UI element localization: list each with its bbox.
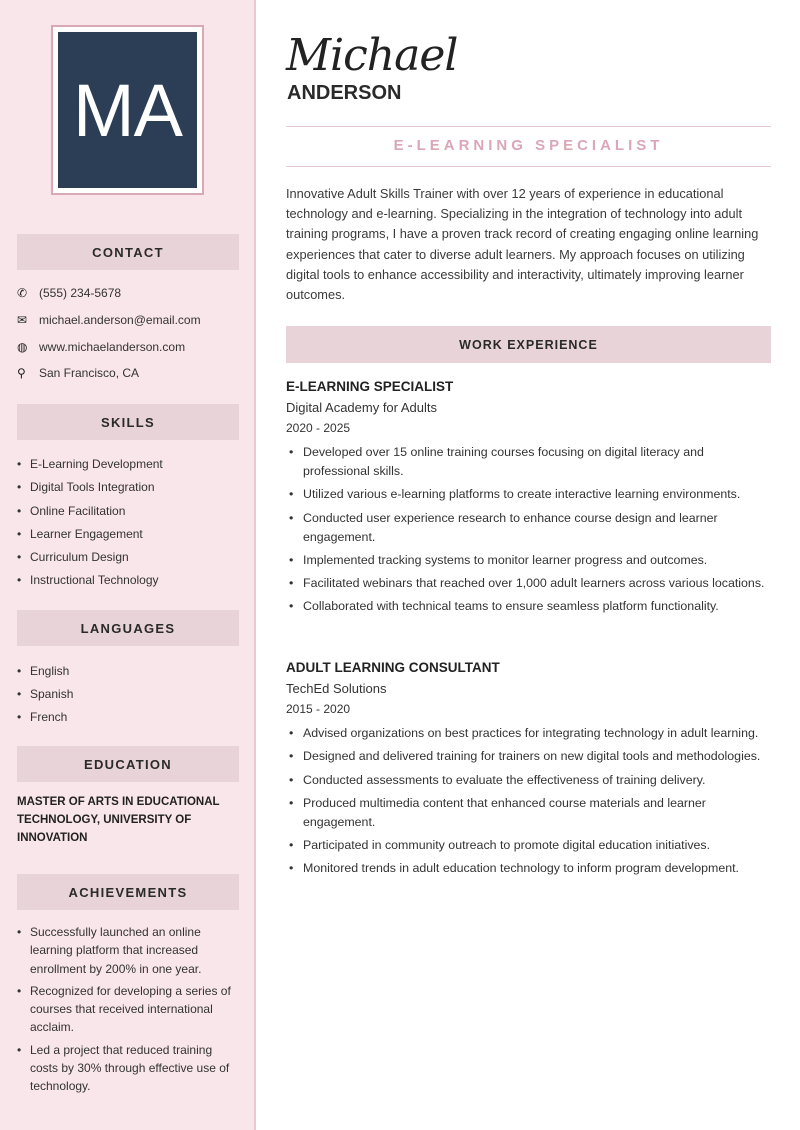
language-item: • English [17, 660, 242, 683]
sidebar [0, 0, 256, 1130]
job-bullets [286, 443, 771, 616]
achievements-list [17, 923, 239, 1096]
job-bullet: • Participated in community outreach to promote digital education initiatives. [286, 836, 771, 855]
job-bullet: • Collaborated with technical teams to ensure seamless platform functionality. [286, 597, 771, 616]
language-item: • French [17, 706, 242, 729]
avatar [51, 25, 204, 195]
contact-list [17, 280, 201, 387]
divider [286, 126, 771, 127]
job-bullet: • Developed over 15 online training courses focusing on digital literacy and professional skills. [286, 443, 771, 481]
phone-text: (555) 234-5678 [39, 286, 122, 301]
skill-item: • E-Learning Development [17, 453, 242, 476]
contact-phone [17, 280, 201, 307]
achievement-item: • Led a project that reduced training costs by 30% through effective use of technology. [17, 1041, 239, 1096]
job-title: E-LEARNING SPECIALIST [286, 379, 454, 394]
company: Digital Academy for Adults [286, 400, 438, 415]
languages-heading: LANGUAGES [17, 610, 239, 646]
job-bullet: • Utilized various e-learning platforms to create interactive learning environments. [286, 485, 771, 504]
job-bullet: • Advised organizations on best practices for integrating technology in adult learning. [286, 724, 771, 743]
work-experience-heading: WORK EXPERIENCE [286, 326, 771, 363]
email-text[interactable]: michael.anderson@email.com [39, 313, 201, 328]
company: TechEd Solutions [286, 681, 387, 696]
dates: 2020 - 2025 [286, 421, 351, 435]
job-entry [286, 379, 771, 621]
initials: MA [58, 32, 197, 188]
education-heading: EDUCATION [17, 746, 239, 782]
job-entry [286, 660, 771, 883]
education-entry: MASTER OF ARTS IN EDUCATIONAL TECHNOLOGY, UNIVERSITY OF INNOVATION [17, 796, 220, 844]
last-name: ANDERSON [287, 82, 402, 104]
job-title: E-LEARNING SPECIALIST [393, 137, 664, 154]
language-item: • Spanish [17, 683, 242, 706]
contact-email[interactable] [17, 307, 201, 334]
achievement-item: • Successfully launched an online learning platform that increased enrollment by 200% in one year. [17, 923, 239, 978]
skill-item: • Online Facilitation [17, 500, 242, 523]
job-bullet: • Produced multimedia content that enhanced course materials and learner engagement. [286, 794, 771, 832]
job-bullet: • Conducted user experience research to enhance course design and learner engagement. [286, 509, 771, 547]
summary: Innovative Adult Skills Trainer with over 12 years of experience in educational technology and e-learning. Specializing in the integration of technology into adult training programs, I have a proven track record of creating engaging online learning experiences that cater to diverse adult learners. My approach focuses on utilizing digital tools to enhance accessibility and interactivity, ultimately improving learner outcomes. [286, 186, 759, 303]
contact-heading: CONTACT [17, 234, 239, 270]
job-title: ADULT LEARNING CONSULTANT [286, 660, 500, 675]
phone-icon: ✆ [17, 286, 28, 301]
skill-item: • Learner Engagement [17, 523, 242, 546]
skill-item: • Digital Tools Integration [17, 476, 242, 499]
job-bullet: • Facilitated webinars that reached over 1,000 adult learners across various locations. [286, 574, 771, 593]
achievements-heading: ACHIEVEMENTS [17, 874, 239, 910]
skills-heading: SKILLS [17, 404, 239, 440]
job-bullet: • Conducted assessments to evaluate the effectiveness of training delivery. [286, 771, 771, 790]
location-text: San Francisco, CA [39, 366, 140, 381]
email-icon: ✉ [17, 313, 28, 328]
location-pin-icon: ⚲ [17, 366, 26, 381]
dates: 2015 - 2020 [286, 702, 351, 716]
skill-item: • Curriculum Design [17, 546, 242, 569]
skill-item: • Instructional Technology [17, 569, 242, 592]
job-bullet: • Designed and delivered training for trainers on new digital tools and methodologies. [286, 747, 771, 766]
skills-list [17, 453, 242, 593]
job-bullet: • Monitored trends in adult education technology to inform program development. [286, 859, 771, 878]
contact-website[interactable] [17, 333, 201, 360]
contact-location [17, 360, 201, 387]
achievement-item: • Recognized for developing a series of courses that received international acclaim. [17, 982, 239, 1037]
globe-icon: ◍ [17, 339, 28, 354]
website-text[interactable]: www.michaelanderson.com [39, 339, 186, 354]
job-bullets [286, 724, 771, 878]
job-bullet: • Implemented tracking systems to monitor learner progress and outcomes. [286, 551, 771, 570]
divider [286, 166, 771, 167]
first-name: Michael [286, 30, 458, 81]
languages-list [17, 660, 242, 729]
